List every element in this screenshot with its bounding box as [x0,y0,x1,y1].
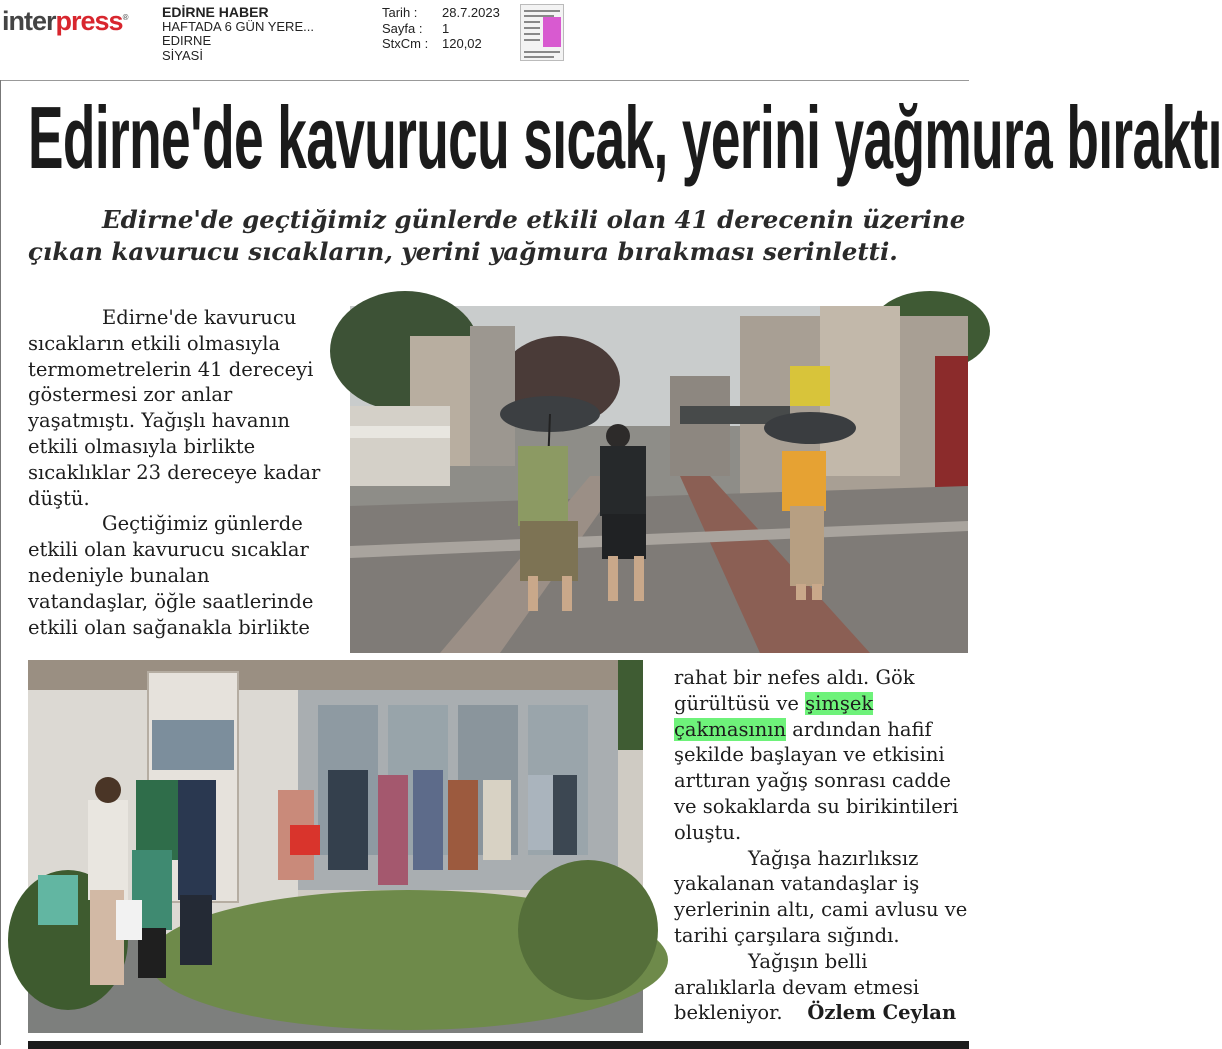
logo-accent-text: press [55,6,123,36]
article-headline: Edirne'de kavurucu sıcak, yerini yağmura bıraktı [28,88,1222,187]
paragraph [28,305,328,511]
clipping-meta [382,5,500,52]
sheltering-crowd-photo [28,660,643,1033]
thumbnail-text-line [524,39,540,41]
stxcm-value: 120,02 [442,36,482,51]
author-byline: Özlem Ceylan [807,1001,957,1025]
body-column-right [674,665,969,1026]
publication-frequency: HAFTADA 6 GÜN YERE... [162,18,314,34]
date-label: Tarih : [382,5,418,20]
article-lede [28,204,968,267]
left-border [0,80,1,1045]
date-value: 28.7.2023 [442,5,500,20]
header-divider [0,80,969,81]
page-value: 1 [442,20,450,36]
paragraph-text: Yağışın belli aralıklarla devam etmesi bekleniyor. [674,949,920,1025]
paragraph [674,665,969,846]
publication-name: EDİRNE HABER [162,4,269,20]
publication-category: SİYASİ [162,47,203,63]
paragraph-text: Yağışa hazırlıksız yakalanan vatandaşlar iş yerlerinin altı, cami avlusu ve tarihi çarşılara sığındı. [674,846,968,947]
logo-registered-mark: ® [122,13,128,22]
paragraph [674,949,969,1026]
paragraph [674,846,969,949]
interpress-logo [2,6,127,37]
paragraph-text: rahat bir nefes aldı. Gök gürültüsü ve [674,666,915,715]
stxcm-label: StxCm : [382,36,429,51]
page-label: Sayfa : [382,20,423,36]
publication-city: EDIRNE [162,33,212,48]
page-row [382,21,500,37]
paragraph-text: Geçtiğimiz günlerde etkili olan kavurucu sıcaklar nedeniyle bunalan vatandaşlar, öğle saatlerinde etkili olan sağanakla birlikte [28,512,314,639]
publication-info [162,5,314,63]
highlighted-keyword: şimşek çakmasının [674,691,874,741]
body-column-left [28,305,328,640]
thumbnail-text-line [524,27,540,29]
paragraph [28,511,328,640]
lede-text: Edirne'de geçtiğimiz günlerde etkili olan 41 derecenin üzerine çıkan kavurucu sıcakların, yerini yağmura bırakması serinletti. [28,205,966,266]
thumbnail-text-line [524,51,560,53]
paragraph-text: Edirne'de kavurucu sıcakların etkili olmasıyla termometrelerin 41 dereceyi göstermesi zor anlar yaşatmıştı. Yağışlı havanın etkili olmasıyla birlikte sıcaklıklar 23 dereceye kadar düştü. [28,306,321,510]
page-thumbnail[interactable] [520,4,564,61]
date-row [382,5,500,21]
logo-main-text: inter [2,6,56,36]
thumbnail-headline-line [524,10,560,12]
street-rain-photo [350,306,968,653]
thumbnail-highlight-block [543,17,561,47]
stxcm-row [382,36,500,52]
footer-rule [28,1041,969,1049]
thumbnail-text-line [524,21,540,23]
thumbnail-text-line [524,56,554,58]
thumbnail-text-line [524,33,540,35]
paragraph-text: ardından hafif şekilde başlayan ve etkisini arttıran yağış sonrası cadde ve sokaklarda su birikintileri oluştu. [674,717,959,844]
